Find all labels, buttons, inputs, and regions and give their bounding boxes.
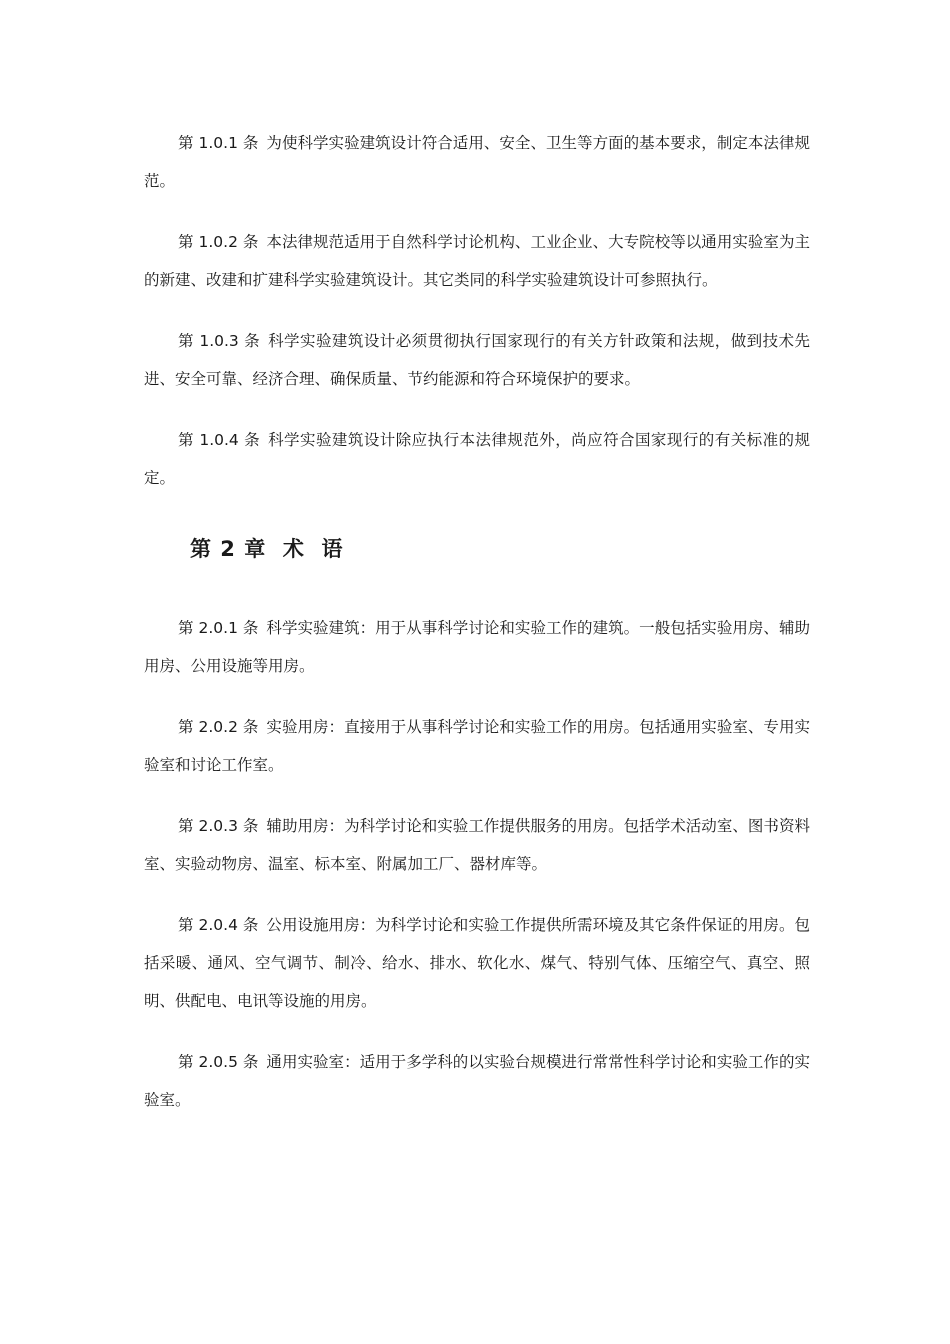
article-text: 通用实验室：适用于多学科的以实验台规模进行常常性科学讨论和实验工作的实验室。	[144, 1053, 810, 1109]
article-number: 第 1.0.4 条	[178, 431, 261, 449]
article-number: 第 2.0.2 条	[178, 718, 259, 736]
article-1-0-3	[144, 322, 810, 398]
article-2-0-4	[144, 906, 810, 1020]
article-number: 第 1.0.3 条	[178, 332, 261, 350]
article-2-0-2	[144, 708, 810, 784]
article-text: 科学实验建筑：用于从事科学讨论和实验工作的建筑。一般包括实验用房、辅助用房、公用设施等用房。	[144, 619, 810, 675]
article-number: 第 2.0.4 条	[178, 916, 259, 934]
article-1-0-4	[144, 421, 810, 497]
article-2-0-1	[144, 609, 810, 685]
article-number: 第 2.0.3 条	[178, 817, 259, 835]
article-1-0-1	[144, 124, 810, 200]
article-2-0-3	[144, 807, 810, 883]
article-2-0-5	[144, 1043, 810, 1119]
article-text: 科学实验建筑设计必须贯彻执行国家现行的有关方针政策和法规，做到技术先进、安全可靠、经济合理、确保质量、节约能源和符合环境保护的要求。	[144, 332, 810, 388]
article-number: 第 2.0.5 条	[178, 1053, 259, 1071]
article-number: 第 1.0.1 条	[178, 134, 259, 152]
article-text: 为使科学实验建筑设计符合适用、安全、卫生等方面的基本要求，制定本法律规范。	[144, 134, 810, 190]
article-text: 辅助用房：为科学讨论和实验工作提供服务的用房。包括学术活动室、图书资料室、实验动物房、温室、标本室、附属加工厂、器材库等。	[144, 817, 810, 873]
article-text: 科学实验建筑设计除应执行本法律规范外，尚应符合国家现行的有关标准的规定。	[144, 431, 810, 487]
article-text: 本法律规范适用于自然科学讨论机构、工业企业、大专院校等以通用实验室为主的新建、改建和扩建科学实验建筑设计。其它类同的科学实验建筑设计可参照执行。	[144, 233, 810, 289]
article-text: 实验用房：直接用于从事科学讨论和实验工作的用房。包括通用实验室、专用实验室和讨论工作室。	[144, 718, 810, 774]
article-text: 公用设施用房：为科学讨论和实验工作提供所需环境及其它条件保证的用房。包括采暖、通风、空气调节、制冷、给水、排水、软化水、煤气、特别气体、压缩空气、真空、照明、供配电、电讯等设施的用房。	[144, 916, 810, 1010]
article-number: 第 2.0.1 条	[178, 619, 259, 637]
article-1-0-2	[144, 223, 810, 299]
article-number: 第 1.0.2 条	[178, 233, 259, 251]
chapter-2-heading: 第 2 章 术 语	[190, 537, 344, 561]
